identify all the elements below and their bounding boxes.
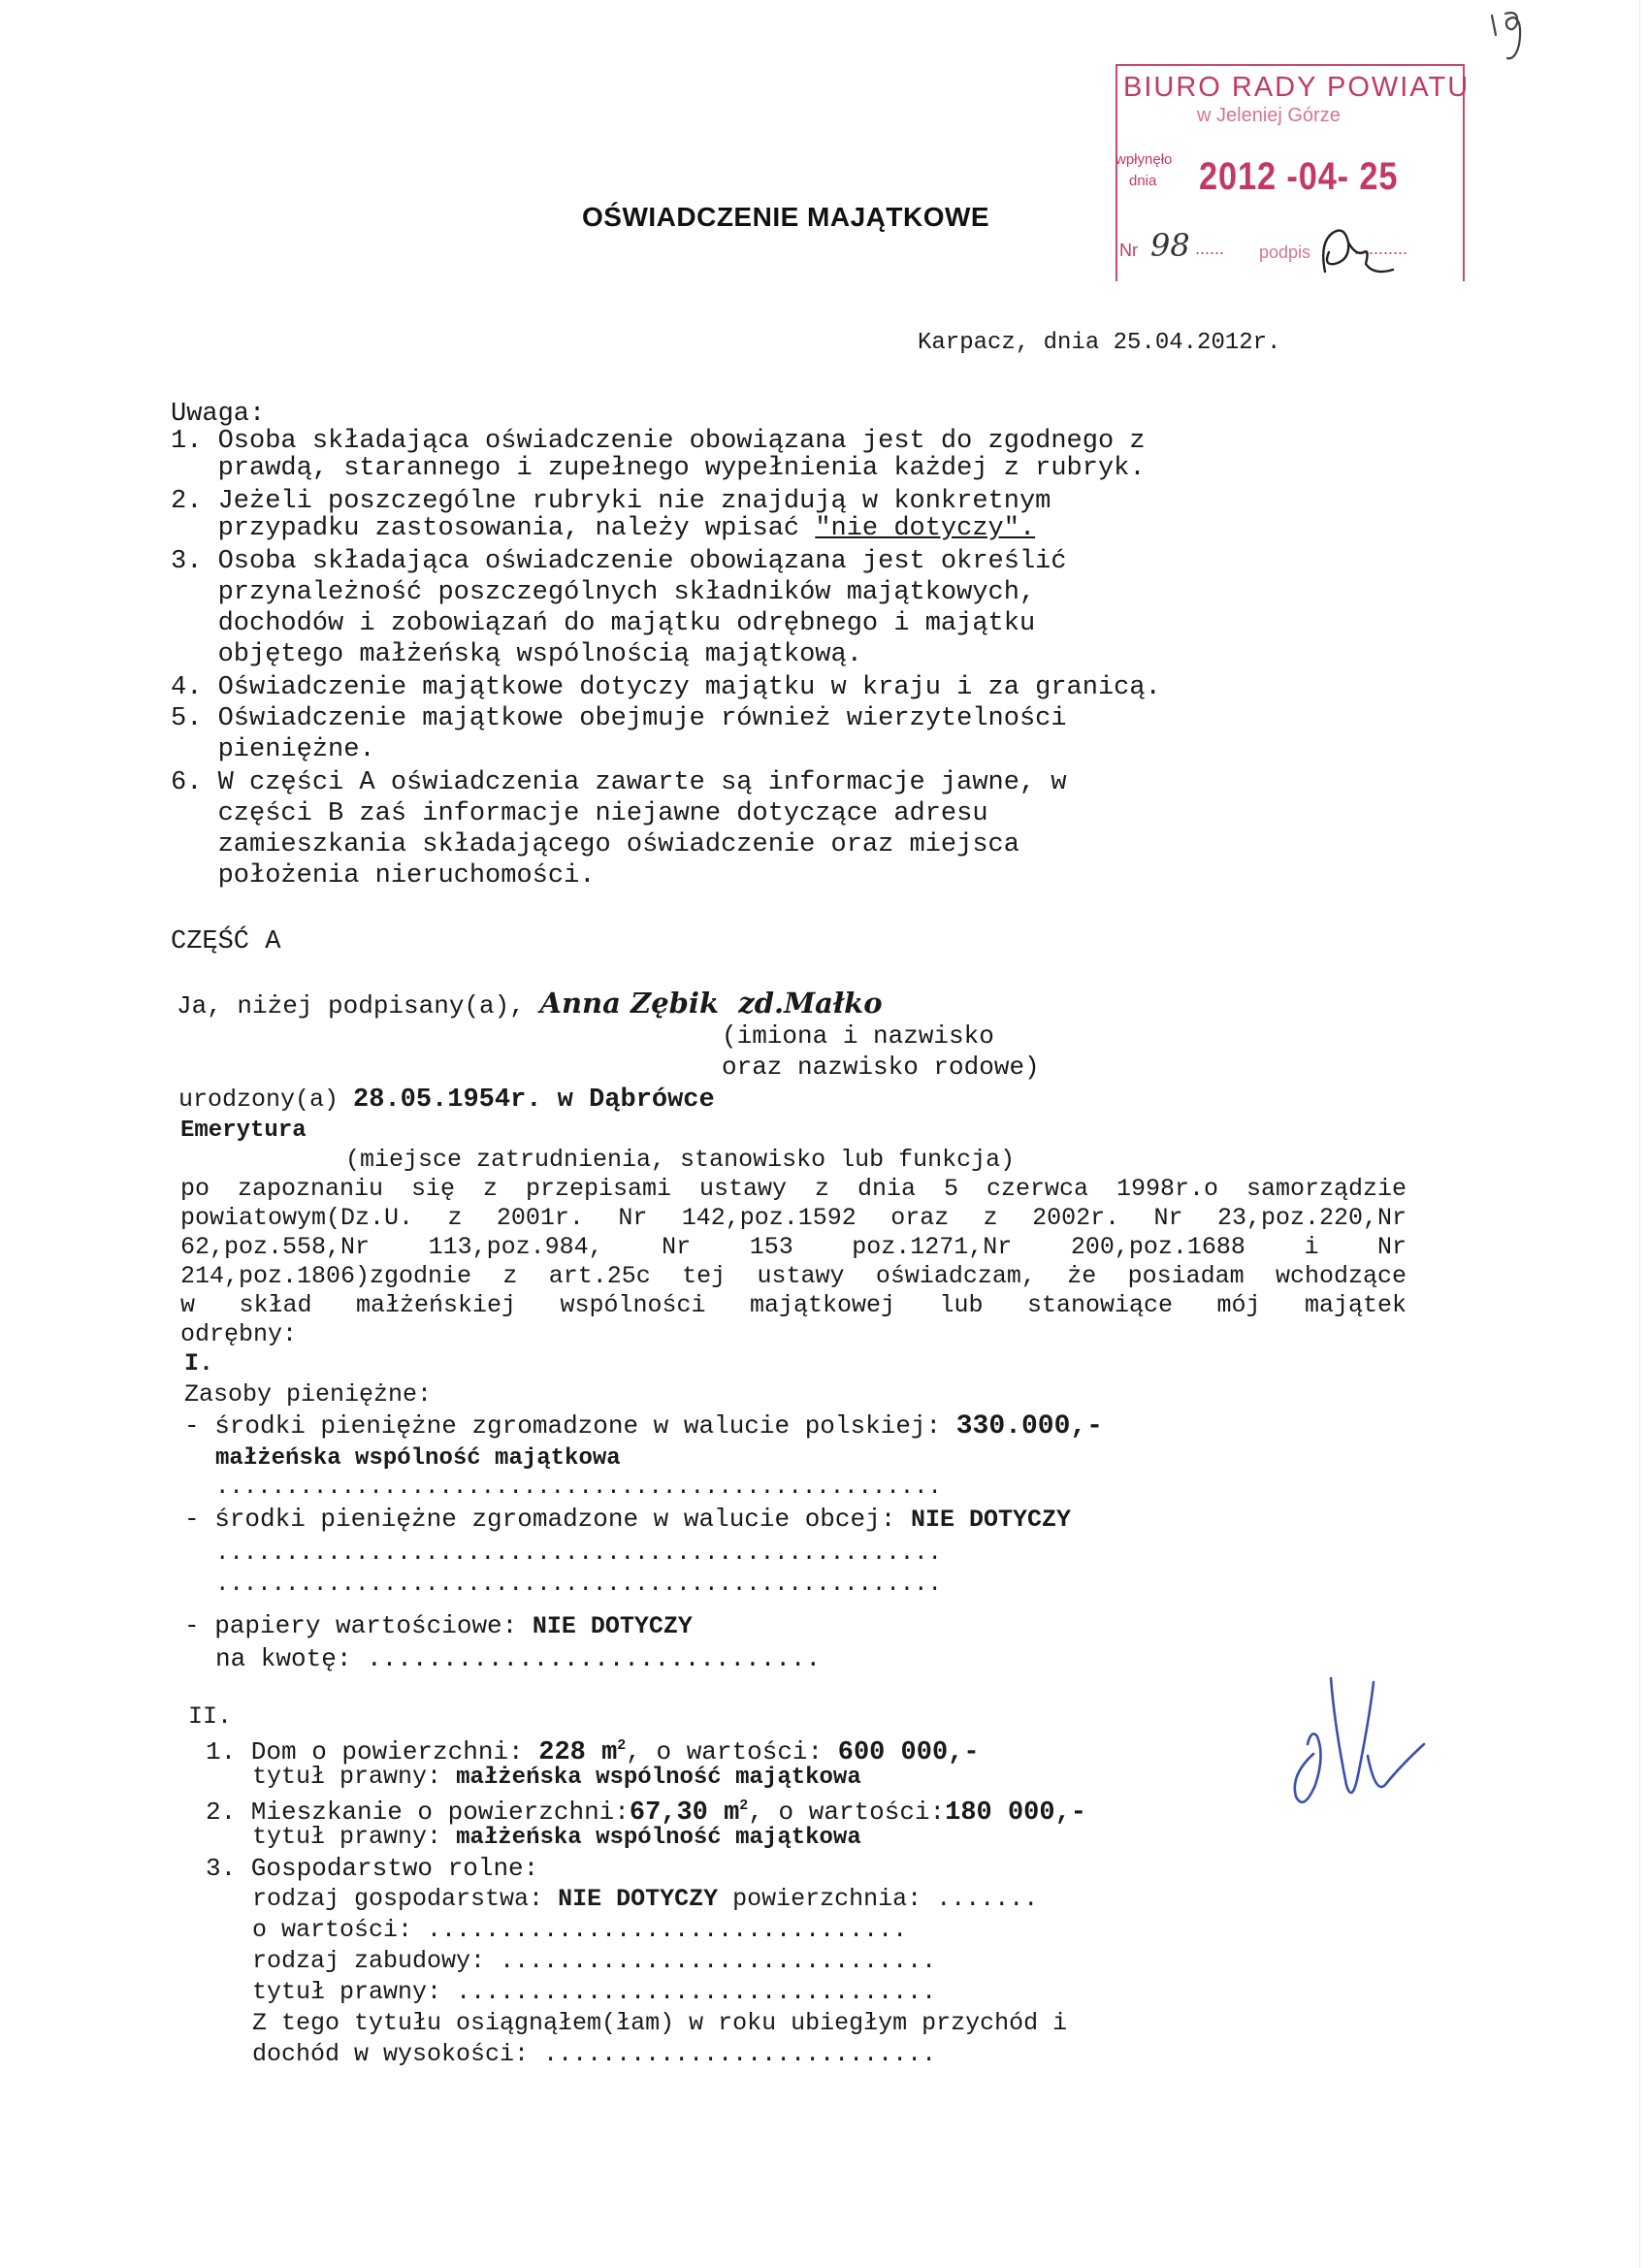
legal-line: powiatowym(Dz.U. z 2001r. Nr 142,poz.1592 oraz z 2002r. Nr 23,poz.220,Nr (180, 1204, 1406, 1232)
farm-heading: 3. Gospodarstwo rolne: (206, 1854, 539, 1883)
section-1-subheading: Zasoby pieniężne: (184, 1380, 433, 1409)
stamp-date-label: dnia (1129, 173, 1157, 189)
stamp-date: 2012 -04- 25 (1199, 155, 1399, 198)
pln-funds-note: małżeńska wspólność majątkowa (215, 1445, 621, 1472)
legal-line: odrębny: (180, 1320, 298, 1348)
place-date: Karpacz, dnia 25.04.2012r. (918, 330, 1281, 356)
declarant-signature (1261, 1639, 1441, 1814)
part-a-heading: CZĘŚĆ A (171, 927, 281, 956)
notes-line: pieniężne. (171, 735, 375, 764)
farm-title-line: tytuł prawny: ................................. (252, 1978, 937, 2006)
foreign-funds-line: - środki pieniężne zgromadzone w walucie obcej: NIE DOTYCZY (184, 1505, 1071, 1534)
securities-amount-line: na kwotę: .............................. (215, 1644, 822, 1673)
pln-funds-value: 330.000,- (955, 1411, 1103, 1442)
securities-value: NIE DOTYCZY (532, 1612, 693, 1640)
legal-line: 214,poz.1806)zgodnie z art.25c tej ustawy oświadczam, że posiadam wchodzące (180, 1262, 1406, 1290)
house-title: małżeńska wspólność majątkowa (456, 1765, 861, 1791)
notes-line: 5. Oświadczenie majątkowe obejmuje również wierzytelności (171, 704, 1067, 733)
stamp-signature-dots: ........... (1354, 239, 1408, 258)
farm-type-value: NIE DOTYCZY (558, 1885, 719, 1913)
declarant-line: Ja, niżej podpisany(a), Anna Zębik zd.Małko (177, 987, 883, 1021)
name-hint-1: (imiona i nazwisko (722, 1021, 994, 1051)
flat-value: 180 000,- (945, 1798, 1086, 1828)
pln-funds-line: - środki pieniężne zgromadzone w walucie polskiej: 330.000,- (184, 1411, 1103, 1442)
house-area: 228 $m^2$ (538, 1737, 627, 1767)
stamp-nr-value: 98 (1150, 227, 1190, 264)
flat-title: małżeńska wspólność majątkowa (456, 1825, 861, 1851)
house-value: 600 000,- (837, 1738, 980, 1767)
handwritten-page-number (1484, 6, 1542, 66)
notes-line: części B zaś informacje niejawne dotyczące adresu (171, 799, 988, 828)
farm-build-line: rodzaj zabudowy: .............................. (252, 1947, 937, 1975)
stamp-received-label: wpłynęło (1116, 151, 1173, 168)
dots-line: .................................................... (215, 1540, 942, 1567)
employment: Emerytura (180, 1118, 307, 1144)
notes-line: 3. Osoba składająca oświadczenie obowiązana jest określić (171, 547, 1067, 576)
birth-value: 28.05.1954r. w Dąbrówce (353, 1085, 715, 1115)
legal-line: po zapoznaniu się z przepisami ustawy z dnia 5 czerwca 1998r.o samorządzie (180, 1175, 1406, 1203)
securities-line: - papiery wartościowe: NIE DOTYCZY (184, 1611, 693, 1640)
foreign-funds-value: NIE DOTYCZY (910, 1506, 1071, 1534)
flat-title-line: tytuł prawny: małżeńska wspólność majątkowa (252, 1823, 861, 1851)
stamp-nr-dots: ...... (1195, 239, 1225, 258)
name-hint-2: oraz nazwisko rodowe) (722, 1053, 1040, 1082)
notes-line: przynależność poszczególnych składników majątkowych, (171, 578, 1036, 607)
farm-value-line: o wartości: ................................. (252, 1916, 908, 1944)
stamp-initials-signature (1306, 213, 1399, 283)
notes-line: położenia nieruchomości. (171, 861, 596, 891)
birth-line: urodzony(a) 28.05.1954r. w Dąbrówce (178, 1085, 715, 1115)
notes-line: 1. Osoba składająca oświadczenie obowiązana jest do zgodnego z (171, 427, 1146, 456)
legal-line: 62,poz.558,Nr 113,poz.984, Nr 153 poz.1271,Nr 200,poz.1688 i Nr (180, 1233, 1406, 1261)
notes-line: 2. Jeżeli poszczególne rubryki nie znajdują w konkretnym (171, 487, 1051, 516)
flat-line: 2. Mieszkanie o powierzchni:67,30 $m^2$, o wartości:180 000,- (206, 1798, 1086, 1828)
flat-area: 67,30 $m^2$ (629, 1798, 749, 1828)
notes-line: prawdą, starannego i zupełnego wypełnienia każdej z rubryk. (171, 454, 1146, 483)
dots-line: .................................................... (215, 1571, 942, 1598)
notes-line: 6. W części A oświadczenia zawarte są informacje jawne, w (171, 768, 1067, 797)
house-line: 1. Dom o powierzchni: 228 $m^2$, o wartości: 600 000,- (206, 1737, 980, 1767)
registry-stamp (1116, 64, 1471, 281)
stamp-signature-label: podpis (1259, 243, 1311, 262)
scan-edge (1639, 0, 1640, 2268)
farm-type-line: rodzaj gospodarstwa: NIE DOTYCZY powierzchnia: ....... (252, 1885, 1039, 1913)
section-2-heading: II. (188, 1702, 233, 1731)
notes-line: 4. Oświadczenie majątkowe dotyczy majątku w kraju i za granicą. (171, 673, 1161, 702)
nie-dotyczy-phrase: "nie dotyczy". (815, 514, 1036, 543)
house-title-line: tytuł prawny: małżeńska wspólność majątkowa (252, 1763, 861, 1791)
notes-line: zamieszkania składającego oświadczenie oraz miejsca (171, 830, 1019, 859)
stamp-nr-label: Nr (1119, 241, 1138, 260)
legal-line: w skład małżeńskiej wspólności majątkowej lub stanowiące mój majątek (180, 1291, 1406, 1319)
section-1-heading: I. (184, 1349, 214, 1377)
stamp-office: BIURO RADY POWIATU (1123, 72, 1471, 103)
dots-line: .................................................... (215, 1474, 942, 1501)
employment-hint: (miejsce zatrudnienia, stanowisko lub funkcja) (345, 1146, 1016, 1174)
farm-income-amount-line: dochód w wysokości: ........................... (252, 2040, 937, 2068)
notes-line: objętego małżeńską wspólnością majątkową. (171, 640, 862, 669)
stamp-location: w Jeleniej Górze (1197, 105, 1341, 126)
notes-line: przypadku zastosowania, należy wpisać "nie dotyczy". (171, 514, 1036, 543)
farm-income-line: Z tego tytułu osiągnąłem(łam) w roku ubiegłym przychód i (252, 2009, 1068, 2037)
document-title: OŚWIADCZENIE MAJĄTKOWE (582, 202, 990, 232)
notes-heading: Uwaga: (171, 400, 266, 429)
notes-line: dochodów i zobowiązań do majątku odrębnego i majątku (171, 609, 1036, 638)
declarant-name: Anna Zębik zd.Małko (539, 987, 883, 1020)
